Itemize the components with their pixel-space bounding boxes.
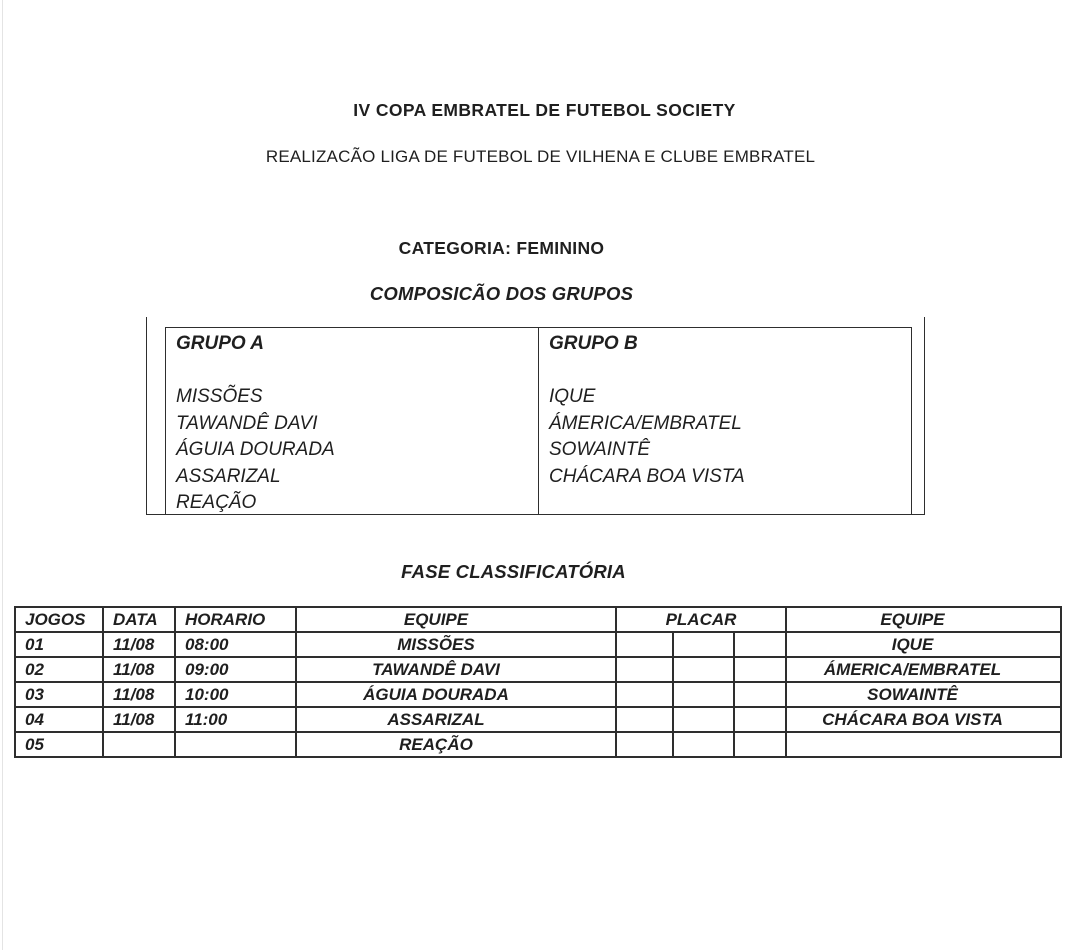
col-header-data: DATA	[103, 607, 175, 632]
col-header-equipe-b: EQUIPE	[786, 607, 1061, 632]
match-row	[15, 632, 1061, 657]
group-a-title: GRUPO A	[176, 333, 264, 354]
group-a-team: ÁGUIA DOURADA	[176, 439, 335, 460]
score-a-cell	[616, 682, 673, 707]
schedule-table-body	[15, 632, 1061, 757]
match-time-cell: 10:00	[175, 682, 296, 707]
match-date-cell: 11/08	[103, 682, 175, 707]
group-b-spacer	[549, 358, 911, 385]
group-b-team: SOWAINTÊ	[549, 439, 650, 460]
match-row	[15, 682, 1061, 707]
match-number-cell: 01	[15, 632, 103, 657]
page-edge-line	[2, 0, 3, 950]
group-a-cell	[166, 328, 539, 514]
score-a-cell	[616, 632, 673, 657]
group-a-team: MISSÕES	[176, 386, 263, 407]
match-date-cell: 11/08	[103, 707, 175, 732]
score-b-cell	[734, 707, 786, 732]
match-date-cell: 11/08	[103, 657, 175, 682]
score-b-cell	[734, 732, 786, 757]
col-header-jogos: JOGOS	[15, 607, 103, 632]
group-a-spacer	[176, 358, 538, 385]
score-a-cell	[616, 732, 673, 757]
match-row	[15, 732, 1061, 757]
group-b-team: IQUE	[549, 386, 596, 407]
match-time-cell: 08:00	[175, 632, 296, 657]
score-mid-cell	[673, 707, 734, 732]
team-a-cell: ASSARIZAL	[296, 707, 616, 732]
score-mid-cell	[673, 682, 734, 707]
team-a-cell: ÁGUIA DOURADA	[296, 682, 616, 707]
score-b-cell	[734, 657, 786, 682]
score-b-cell	[734, 682, 786, 707]
doc-subtitle: REALIZACÃO LIGA DE FUTEBOL DE VILHENA E CLUBE EMBRATEL	[265, 147, 816, 166]
col-header-placar: PLACAR	[616, 607, 786, 632]
score-mid-cell	[673, 632, 734, 657]
group-a-team: ASSARIZAL	[176, 465, 281, 487]
team-b-cell: IQUE	[786, 632, 1061, 657]
group-b-team: CHÁCARA BOA VISTA	[549, 465, 745, 487]
group-a-team: REAÇÃO	[176, 492, 257, 513]
score-a-cell	[616, 657, 673, 682]
team-b-cell: ÁMERICA/EMBRATEL	[786, 657, 1061, 682]
match-date-cell	[103, 732, 175, 757]
doc-title: IV COPA EMBRATEL DE FUTEBOL SOCIETY	[353, 100, 736, 120]
schedule-table	[14, 606, 1062, 758]
score-mid-cell	[673, 732, 734, 757]
team-b-cell: CHÁCARA BOA VISTA	[786, 707, 1061, 732]
match-date-cell: 11/08	[103, 632, 175, 657]
team-b-cell	[786, 732, 1061, 757]
category-heading: CATEGORIA: FEMININO	[398, 238, 605, 258]
col-header-equipe-a: EQUIPE	[296, 607, 616, 632]
match-time-cell	[175, 732, 296, 757]
score-a-cell	[616, 707, 673, 732]
col-header-horario: HORARIO	[175, 607, 296, 632]
groups-table	[146, 317, 925, 515]
groups-table-inner	[165, 327, 912, 514]
group-b-title: GRUPO B	[549, 333, 638, 354]
match-number-cell: 05	[15, 732, 103, 757]
team-a-cell: MISSÕES	[296, 632, 616, 657]
team-b-cell: SOWAINTÊ	[786, 682, 1061, 707]
score-b-cell	[734, 632, 786, 657]
group-b-team: ÁMERICA/EMBRATEL	[549, 412, 742, 434]
team-a-cell: TAWANDÊ DAVI	[296, 657, 616, 682]
group-a-team: TAWANDÊ DAVI	[176, 412, 318, 434]
team-a-cell: REAÇÃO	[296, 732, 616, 757]
header-row	[15, 607, 1061, 632]
match-number-cell: 04	[15, 707, 103, 732]
score-mid-cell	[673, 657, 734, 682]
match-time-cell: 09:00	[175, 657, 296, 682]
groups-heading: COMPOSICÃO DOS GRUPOS	[369, 283, 634, 304]
match-number-cell: 02	[15, 657, 103, 682]
schedule-table-header	[15, 607, 1061, 632]
match-row	[15, 657, 1061, 682]
match-number-cell: 03	[15, 682, 103, 707]
match-time-cell: 11:00	[175, 707, 296, 732]
phase-heading: FASE CLASSIFICATÓRIA	[401, 561, 626, 582]
group-b-cell	[539, 328, 911, 514]
match-row	[15, 707, 1061, 732]
